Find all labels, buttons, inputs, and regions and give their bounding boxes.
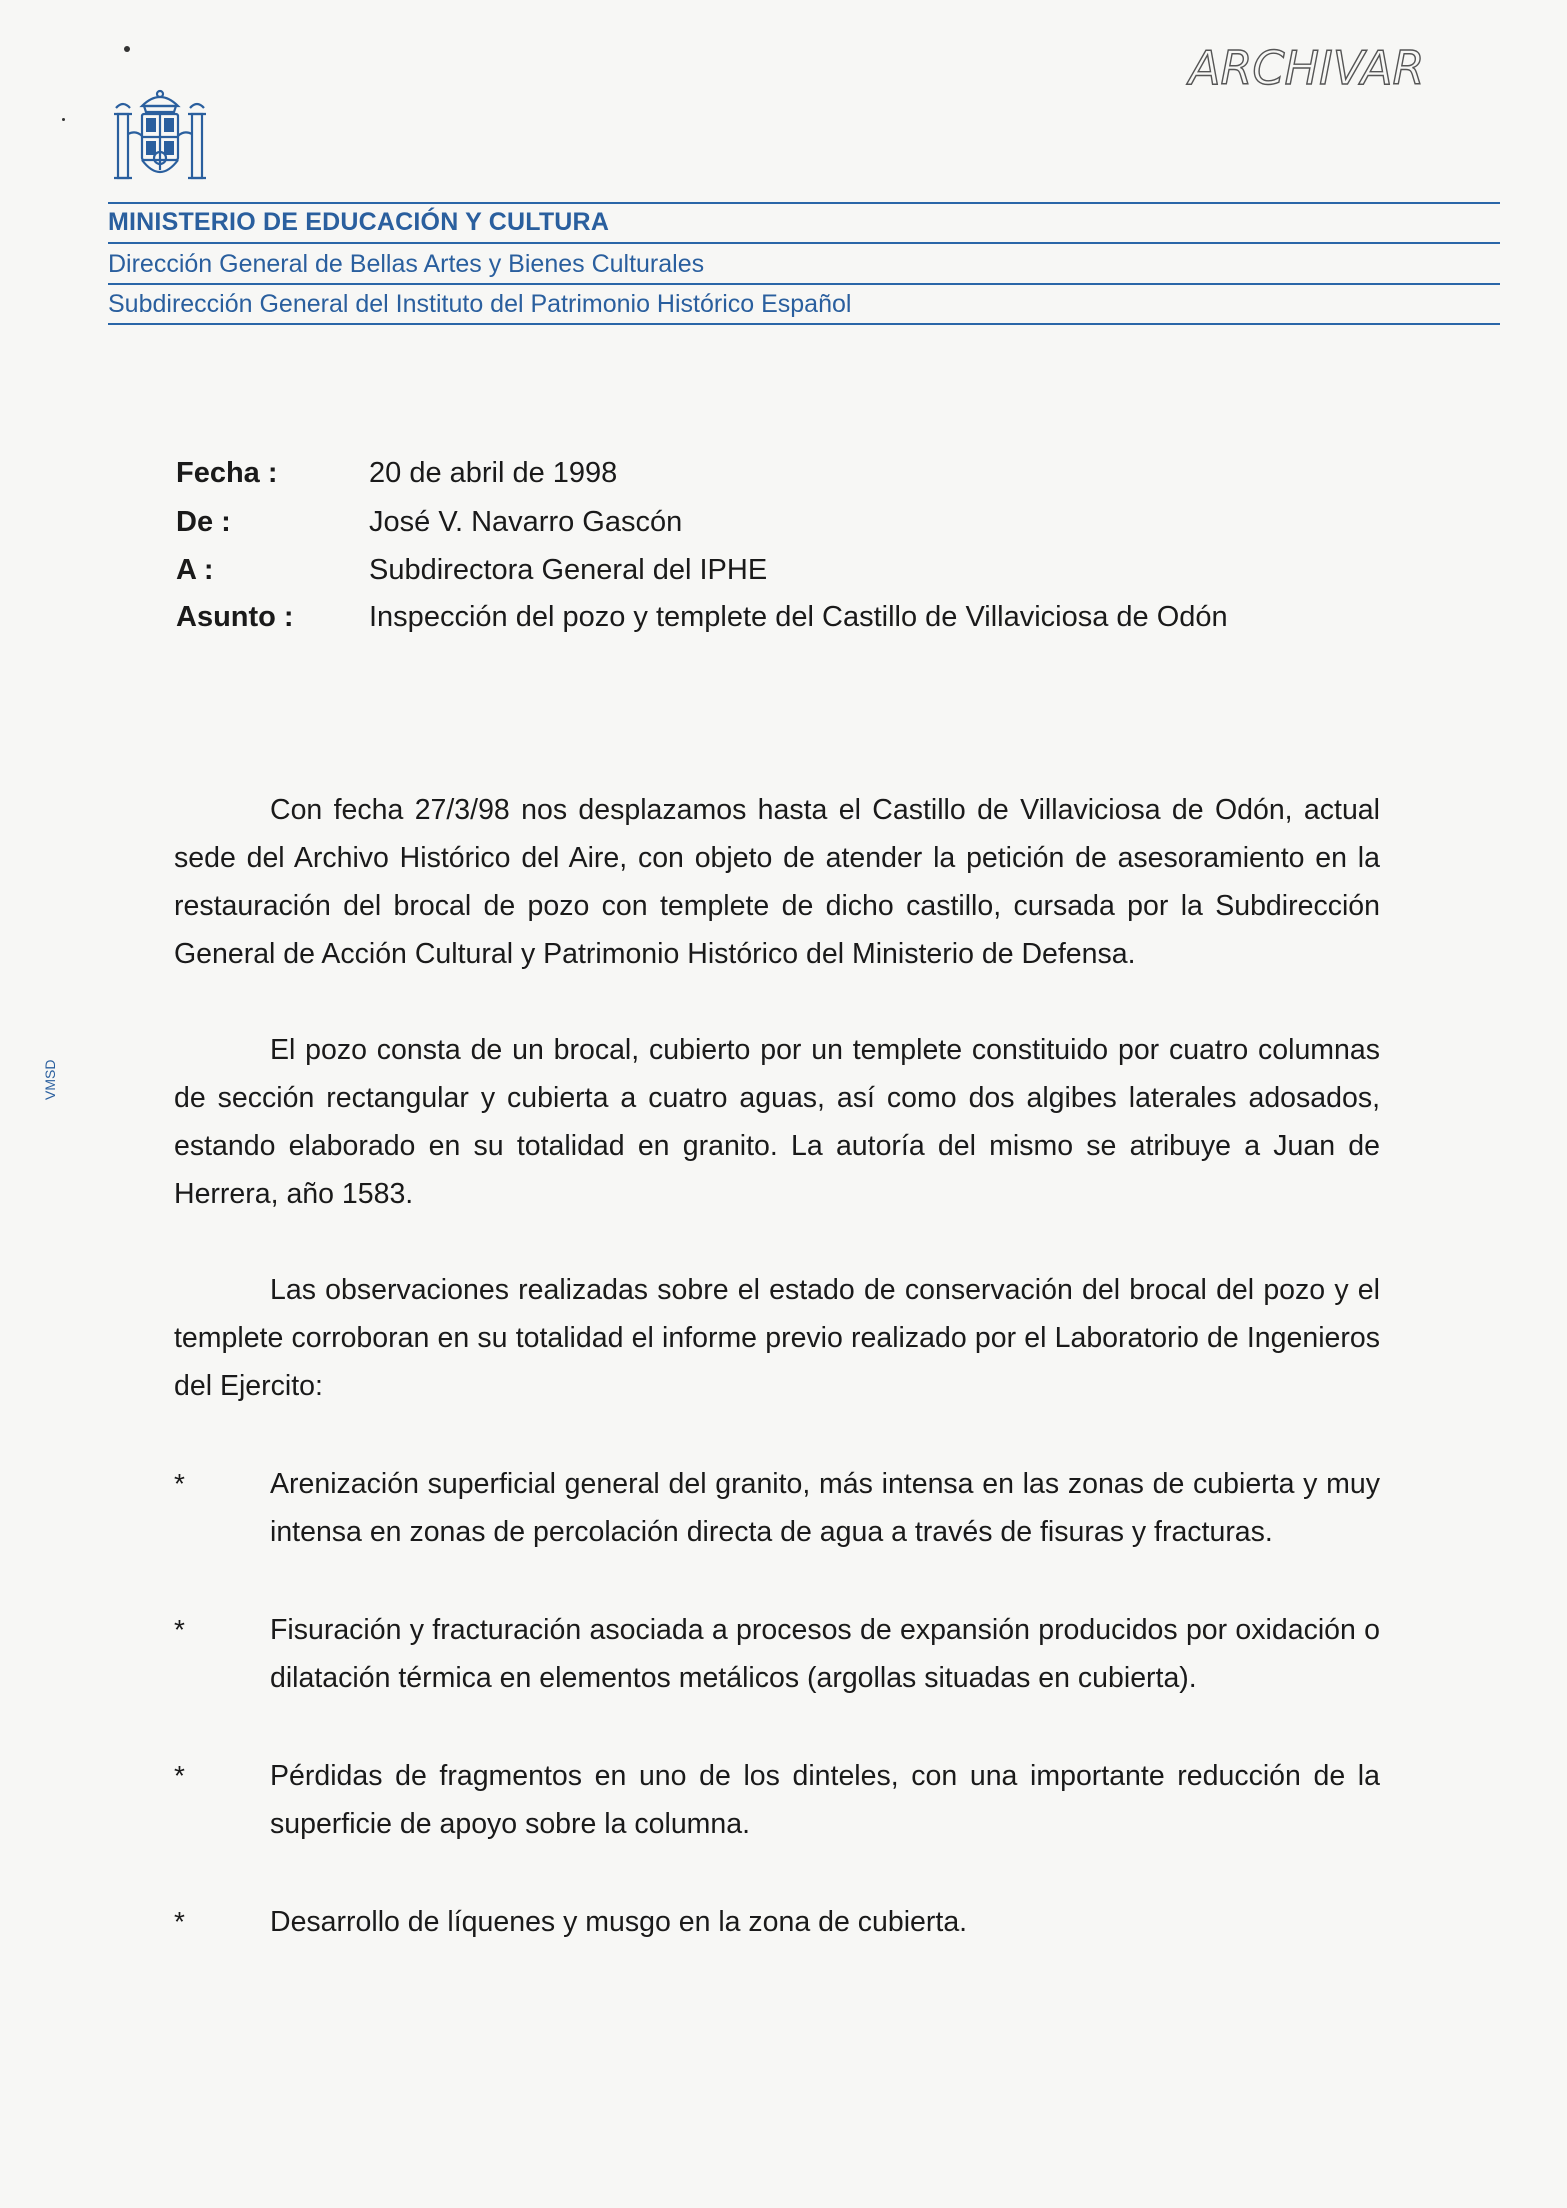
handwritten-text: ARCHIVAR [1189,41,1425,95]
fecha-label: Fecha : [176,457,278,489]
bullet-marker: * [174,1760,185,1791]
letterhead-rule [108,202,1500,204]
directorate-name: Dirección General de Bellas Artes y Bienes Culturales [108,250,705,278]
scan-speck [62,118,65,121]
body-paragraph: Con fecha 27/3/98 nos desplazamos hasta el Castillo de Villaviciosa de Odón, actual sede del Archivo Histórico del Aire, con objeto de atender la petición de asesoramiento en la restauración del brocal de pozo con templete de dicho castillo, cursada por la Subdirección General de Acción Cultural y Patrimonio Histórico del Ministerio de Defensa. [174,794,1380,970]
a-label: A : [176,554,214,586]
letterhead-rule [108,323,1500,325]
letterhead-rule [108,283,1500,285]
ministry-name: MINISTERIO DE EDUCACIÓN Y CULTURA [108,208,610,236]
de-label: De : [176,506,231,538]
body-paragraph: Las observaciones realizadas sobre el estado de conservación del brocal del pozo y el templete corroboran en su totalidad el informe previo realizado por el Laboratorio de Ingenieros del Ejercito: [174,1274,1380,1402]
asunto-value: Inspección del pozo y templete del Castillo de Villaviciosa de Odón [369,601,1228,633]
de-value: José V. Navarro Gascón [369,506,683,538]
fecha-value: 20 de abril de 1998 [369,457,618,489]
bullet-marker: * [174,1614,185,1645]
bullet-marker: * [174,1468,185,1499]
asunto-label: Asunto : [176,601,294,633]
letterhead-rule [108,242,1500,244]
bullet-marker: * [174,1906,185,1937]
bullet-item: Arenización superficial general del granito, más intensa en las zonas de cubierta y muy intensa en zonas de percolación directa de agua a través de fisuras y fracturas. [270,1468,1380,1548]
bullet-item: Desarrollo de líquenes y musgo en la zona de cubierta. [270,1906,968,1938]
bullet-item: Pérdidas de fragmentos en uno de los dinteles, con una importante reducción de la superficie de apoyo sobre la columna. [270,1760,1380,1840]
handwritten-note [1185,36,1485,96]
scan-speck [124,46,130,52]
body-paragraph: El pozo consta de un brocal, cubierto por un templete constituido por cuatro columnas de sección rectangular y cubierta a cuatro aguas, así como dos algibes laterales adosados, estando elaborado en su totalidad en granito. La autoría del mismo se atribuye a Juan de Herrera, año 1583. [174,1034,1380,1210]
coat-of-arms-icon [108,84,212,190]
subdirectorate-name: Subdirección General del Instituto del Patrimonio Histórico Español [108,290,852,318]
a-value: Subdirectora General del IPHE [369,554,768,586]
side-margin-code: VMSD [42,1059,58,1100]
bullet-item: Fisuración y fracturación asociada a procesos de expansión producidos por oxidación o dilatación térmica en elementos metálicos (argollas situadas en cubierta). [270,1614,1380,1694]
